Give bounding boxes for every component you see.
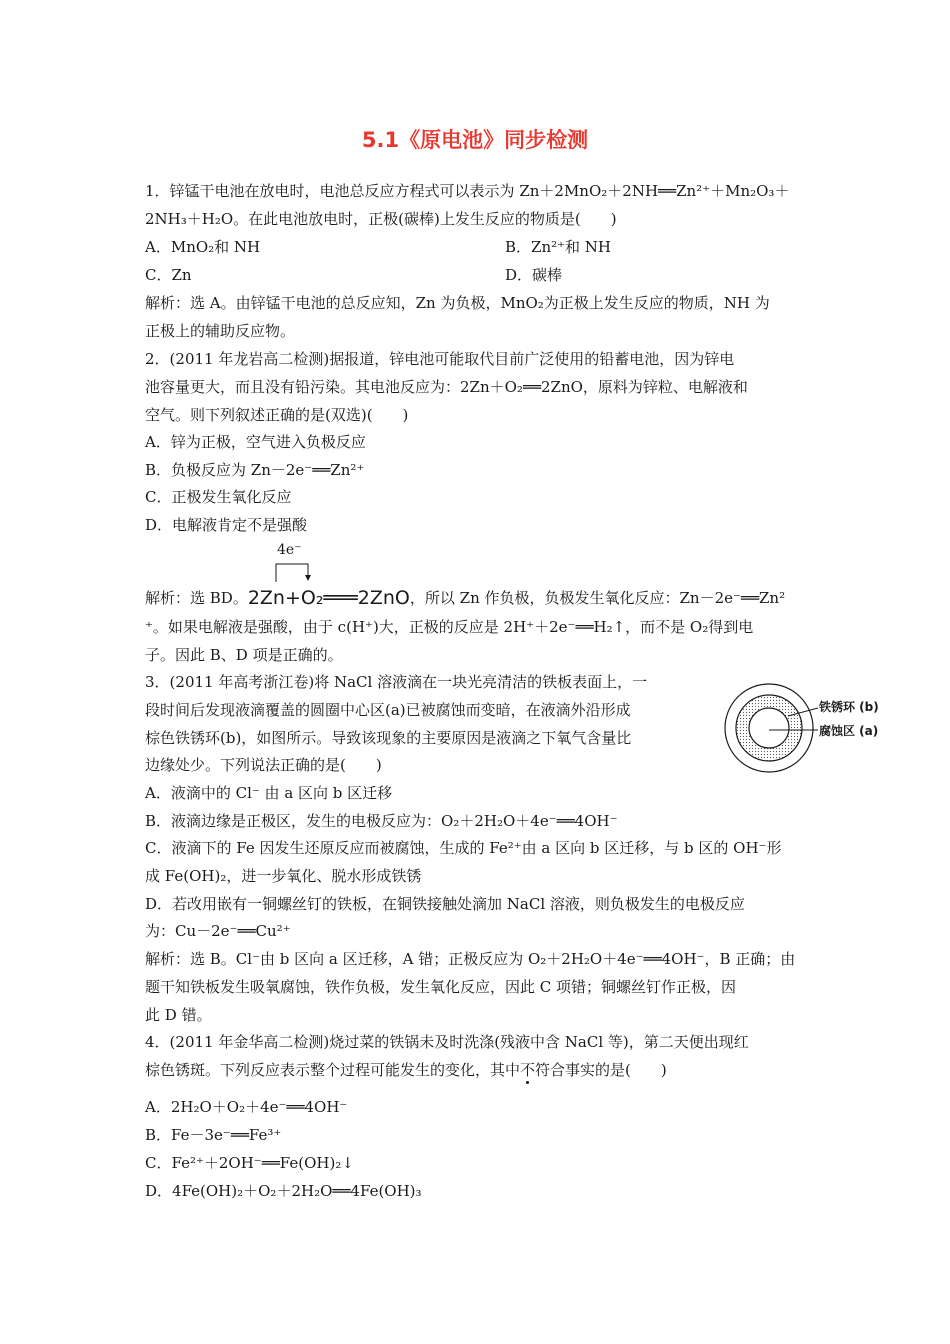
q3-option-d-line-1: D．若改用嵌有一铜螺丝钉的铁板，在铜铁接触处滴加 NaCl 溶液，则负极发生的电极反应 [145, 895, 745, 913]
q1-stem-line-2: 2NH₃＋H₂O。在此电池放电时，正极(碳棒)上发生反应的物质是( ) [145, 210, 617, 228]
q3-stem-line-4: 边缘处少。下列说法正确的是( ) [145, 756, 382, 774]
q1-stem-line-1: 1．锌锰干电池在放电时，电池总反应方程式可以表示为 Zn＋2MnO₂＋2NH══Zn²⁺＋Mn₂O₃＋ [145, 182, 790, 200]
q2-explanation-prefix: 解析：选 BD。 [145, 589, 248, 607]
q3-explanation-line-2: 题干知铁板发生吸氧腐蚀，铁作负极，发生氧化反应，因此 C 项错；铜螺丝钉作正极，因 [145, 978, 737, 996]
q3-explanation-line-3: 此 D 错。 [145, 1006, 212, 1024]
q2-explanation-line-1 [145, 587, 785, 608]
q3-explanation-line-1: 解析：选 B。Cl⁻由 b 区向 a 区迁移，A 错；正极反应为 O₂＋2H₂O＋4e⁻══4OH⁻，B 正确；由 [145, 950, 796, 968]
q3-stem-line-3: 棕色铁锈环(b)，如图所示。导致该现象的主要原因是液滴之下氧气含量比 [145, 729, 632, 747]
q2-stem-line-1: 2．(2011 年龙岩高二检测)据报道，锌电池可能取代目前广泛使用的铅蓄电池，因为锌电 [145, 350, 735, 368]
q2-option-d: D．电解液肯定不是强酸 [145, 516, 308, 534]
q1-option-c: C．Zn [145, 266, 192, 284]
q4-option-d: D．4Fe(OH)₂＋O₂＋2H₂O══4Fe(OH)₃ [145, 1182, 422, 1200]
q1-explanation-line-1: 解析：选 A。由锌锰干电池的总反应知，Zn 为负极，MnO₂为正极上发生反应的物质，NH 为 [145, 294, 770, 312]
q3-stem-line-1: 3．(2011 年高考浙江卷)将 NaCl 溶液滴在一块光亮清洁的铁板表面上，一 [145, 673, 648, 691]
q4-stem-prefix: 棕色锈斑。下列反应表示整个过程可能发生的变化，其中 [145, 1061, 521, 1079]
rust-ring-label: 铁锈环 (b) [819, 700, 879, 714]
q3-option-d-line-2: 为：Cu－2e⁻══Cu²⁺ [145, 922, 291, 940]
electron-transfer-label: 4e⁻ [277, 542, 302, 558]
q4-option-c: C．Fe²⁺＋2OH⁻══Fe(OH)₂↓ [145, 1154, 354, 1172]
q2-equation: 2Zn+O₂═══2ZnO [247, 587, 410, 609]
q1-option-b: B．Zn²⁺和 NH [505, 238, 612, 256]
q3-option-c-line-1: C．液滴下的 Fe 因发生还原反应而被腐蚀，生成的 Fe²⁺由 a 区向 b 区迁移，与 b 区的 OH⁻形 [145, 839, 782, 857]
q3-stem-line-2: 段时间后发现液滴覆盖的圆圈中心区(a)已被腐蚀而变暗，在液滴外沿形成 [145, 701, 631, 719]
q2-option-a: A．锌为正极，空气进入负极反应 [145, 433, 366, 451]
q1-option-d: D．碳棒 [505, 266, 563, 284]
q1-option-a: A．MnO₂和 NH [145, 238, 261, 256]
q4-stem-line-1: 4．(2011 年金华高二检测)烧过菜的铁锅未及时洗涤(残液中含 NaCl 等)，第二天便出现红 [145, 1033, 749, 1051]
q2-option-b: B．负极反应为 Zn－2e⁻══Zn²⁺ [145, 461, 365, 479]
q1-explanation-line-2: 正极上的辅助反应物。 [145, 322, 296, 340]
q2-stem-line-3: 空气。则下列叙述正确的是(双选)( ) [145, 406, 409, 424]
q4-stem-suffix: 符合事实的是( ) [535, 1061, 667, 1079]
q2-explanation-line-2: ⁺。如果电解液是强酸，由于 c(H⁺)大，正极的反应是 2H⁺＋2e⁻══H₂↑，而不是 O₂得到电 [145, 618, 754, 636]
page-title: 5.1《原电池》同步检测 [361, 128, 589, 152]
q4-option-a: A．2H₂O＋O₂＋4e⁻══4OH⁻ [145, 1098, 348, 1116]
corrosion-figure [718, 678, 898, 782]
q2-option-c: C．正极发生氧化反应 [145, 488, 292, 506]
q4-option-b: B．Fe－3e⁻══Fe³⁺ [145, 1126, 282, 1144]
corrosion-zone-label: 腐蚀区 (a) [819, 724, 879, 738]
q4-emphasis-char: 不 [520, 1061, 536, 1079]
q3-option-b: B．液滴边缘是正极区，发生的电极反应为：O₂＋2H₂O＋4e⁻══4OH⁻ [145, 812, 618, 830]
q2-explanation-line-3: 子。因此 B、D 项是正确的。 [145, 646, 343, 664]
electron-transfer-arrow [260, 560, 320, 584]
q2-explanation-suffix: ，所以 Zn 作负极，负极发生氧化反应：Zn－2e⁻══Zn² [409, 589, 786, 607]
q3-option-a: A．液滴中的 Cl⁻ 由 a 区向 b 区迁移 [145, 784, 393, 802]
q3-option-c-line-2: 成 Fe(OH)₂，进一步氧化、脱水形成铁锈 [145, 867, 422, 885]
q4-stem-line-2 [145, 1060, 667, 1080]
q2-stem-line-2: 池容量更大，而且没有铅污染。其电池反应为：2Zn＋O₂══2ZnO，原料为锌粒、电解液和 [145, 378, 748, 396]
